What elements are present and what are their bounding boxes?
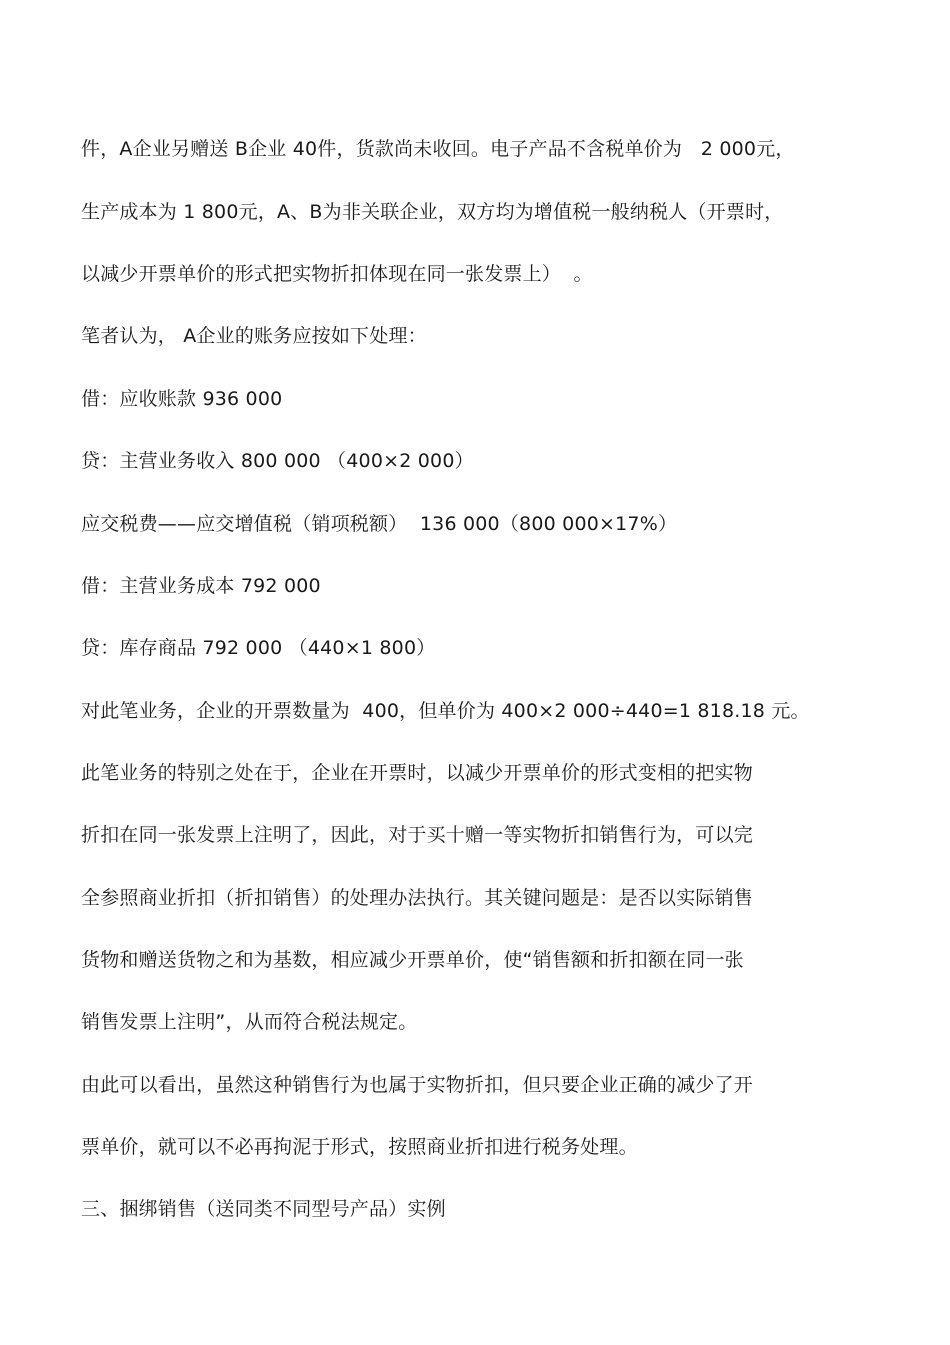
text-line-4: 笔者认为， A企业的账务应按如下处理： [81, 325, 427, 347]
text-line-14: 货物和赠送货物之和为基数，相应减少开票单价，使“销售额和折扣额在同一张 [81, 949, 744, 971]
text-line-11: 此笔业务的特别之处在于，企业在开票时，以减少开票单价的形式变相的把实物 [81, 762, 754, 784]
section-heading: 三、捆绑销售（送同类不同型号产品）实例 [81, 1198, 446, 1220]
journal-entry-credit-inventory: 贷：库存商品 792 000 （440×1 800） [81, 637, 436, 659]
text-line-3: 以减少开票单价的形式把实物折扣体现在同一张发票上） 。 [81, 263, 593, 285]
journal-entry-debit-receivable: 借：应收账款 936 000 [81, 388, 283, 410]
text-line-10: 对此笔业务，企业的开票数量为 400，但单价为 400×2 000÷440=1 818.18 元。 [81, 700, 810, 722]
journal-entry-credit-tax: 应交税费——应交增值税（销项税额） 136 000（800 000×17%） [81, 513, 678, 535]
journal-entry-debit-cost: 借：主营业务成本 792 000 [81, 575, 321, 597]
text-line-15: 销售发票上注明”，从而符合税法规定。 [81, 1011, 418, 1033]
text-line-2: 生产成本为 1 800元，A、B为非关联企业，双方均为增值税一般纳税人（开票时， [81, 201, 784, 223]
text-line-17: 票单价，就可以不必再拘泥于形式，按照商业折扣进行税务处理。 [81, 1136, 638, 1158]
journal-entry-credit-revenue: 贷：主营业务收入 800 000 （400×2 000） [81, 450, 474, 472]
text-line-12: 折扣在同一张发票上注明了，因此，对于买十赠一等实物折扣销售行为，可以完 [81, 824, 754, 846]
text-line-1: 件，A企业另赠送 B企业 40件，货款尚未收回。电子产品不含税单价为 2 000元， [81, 138, 795, 160]
text-line-16: 由此可以看出，虽然这种销售行为也属于实物折扣，但只要企业正确的减少了开 [81, 1074, 754, 1096]
text-line-13: 全参照商业折扣（折扣销售）的处理办法执行。其关键问题是：是否以实际销售 [81, 887, 754, 909]
